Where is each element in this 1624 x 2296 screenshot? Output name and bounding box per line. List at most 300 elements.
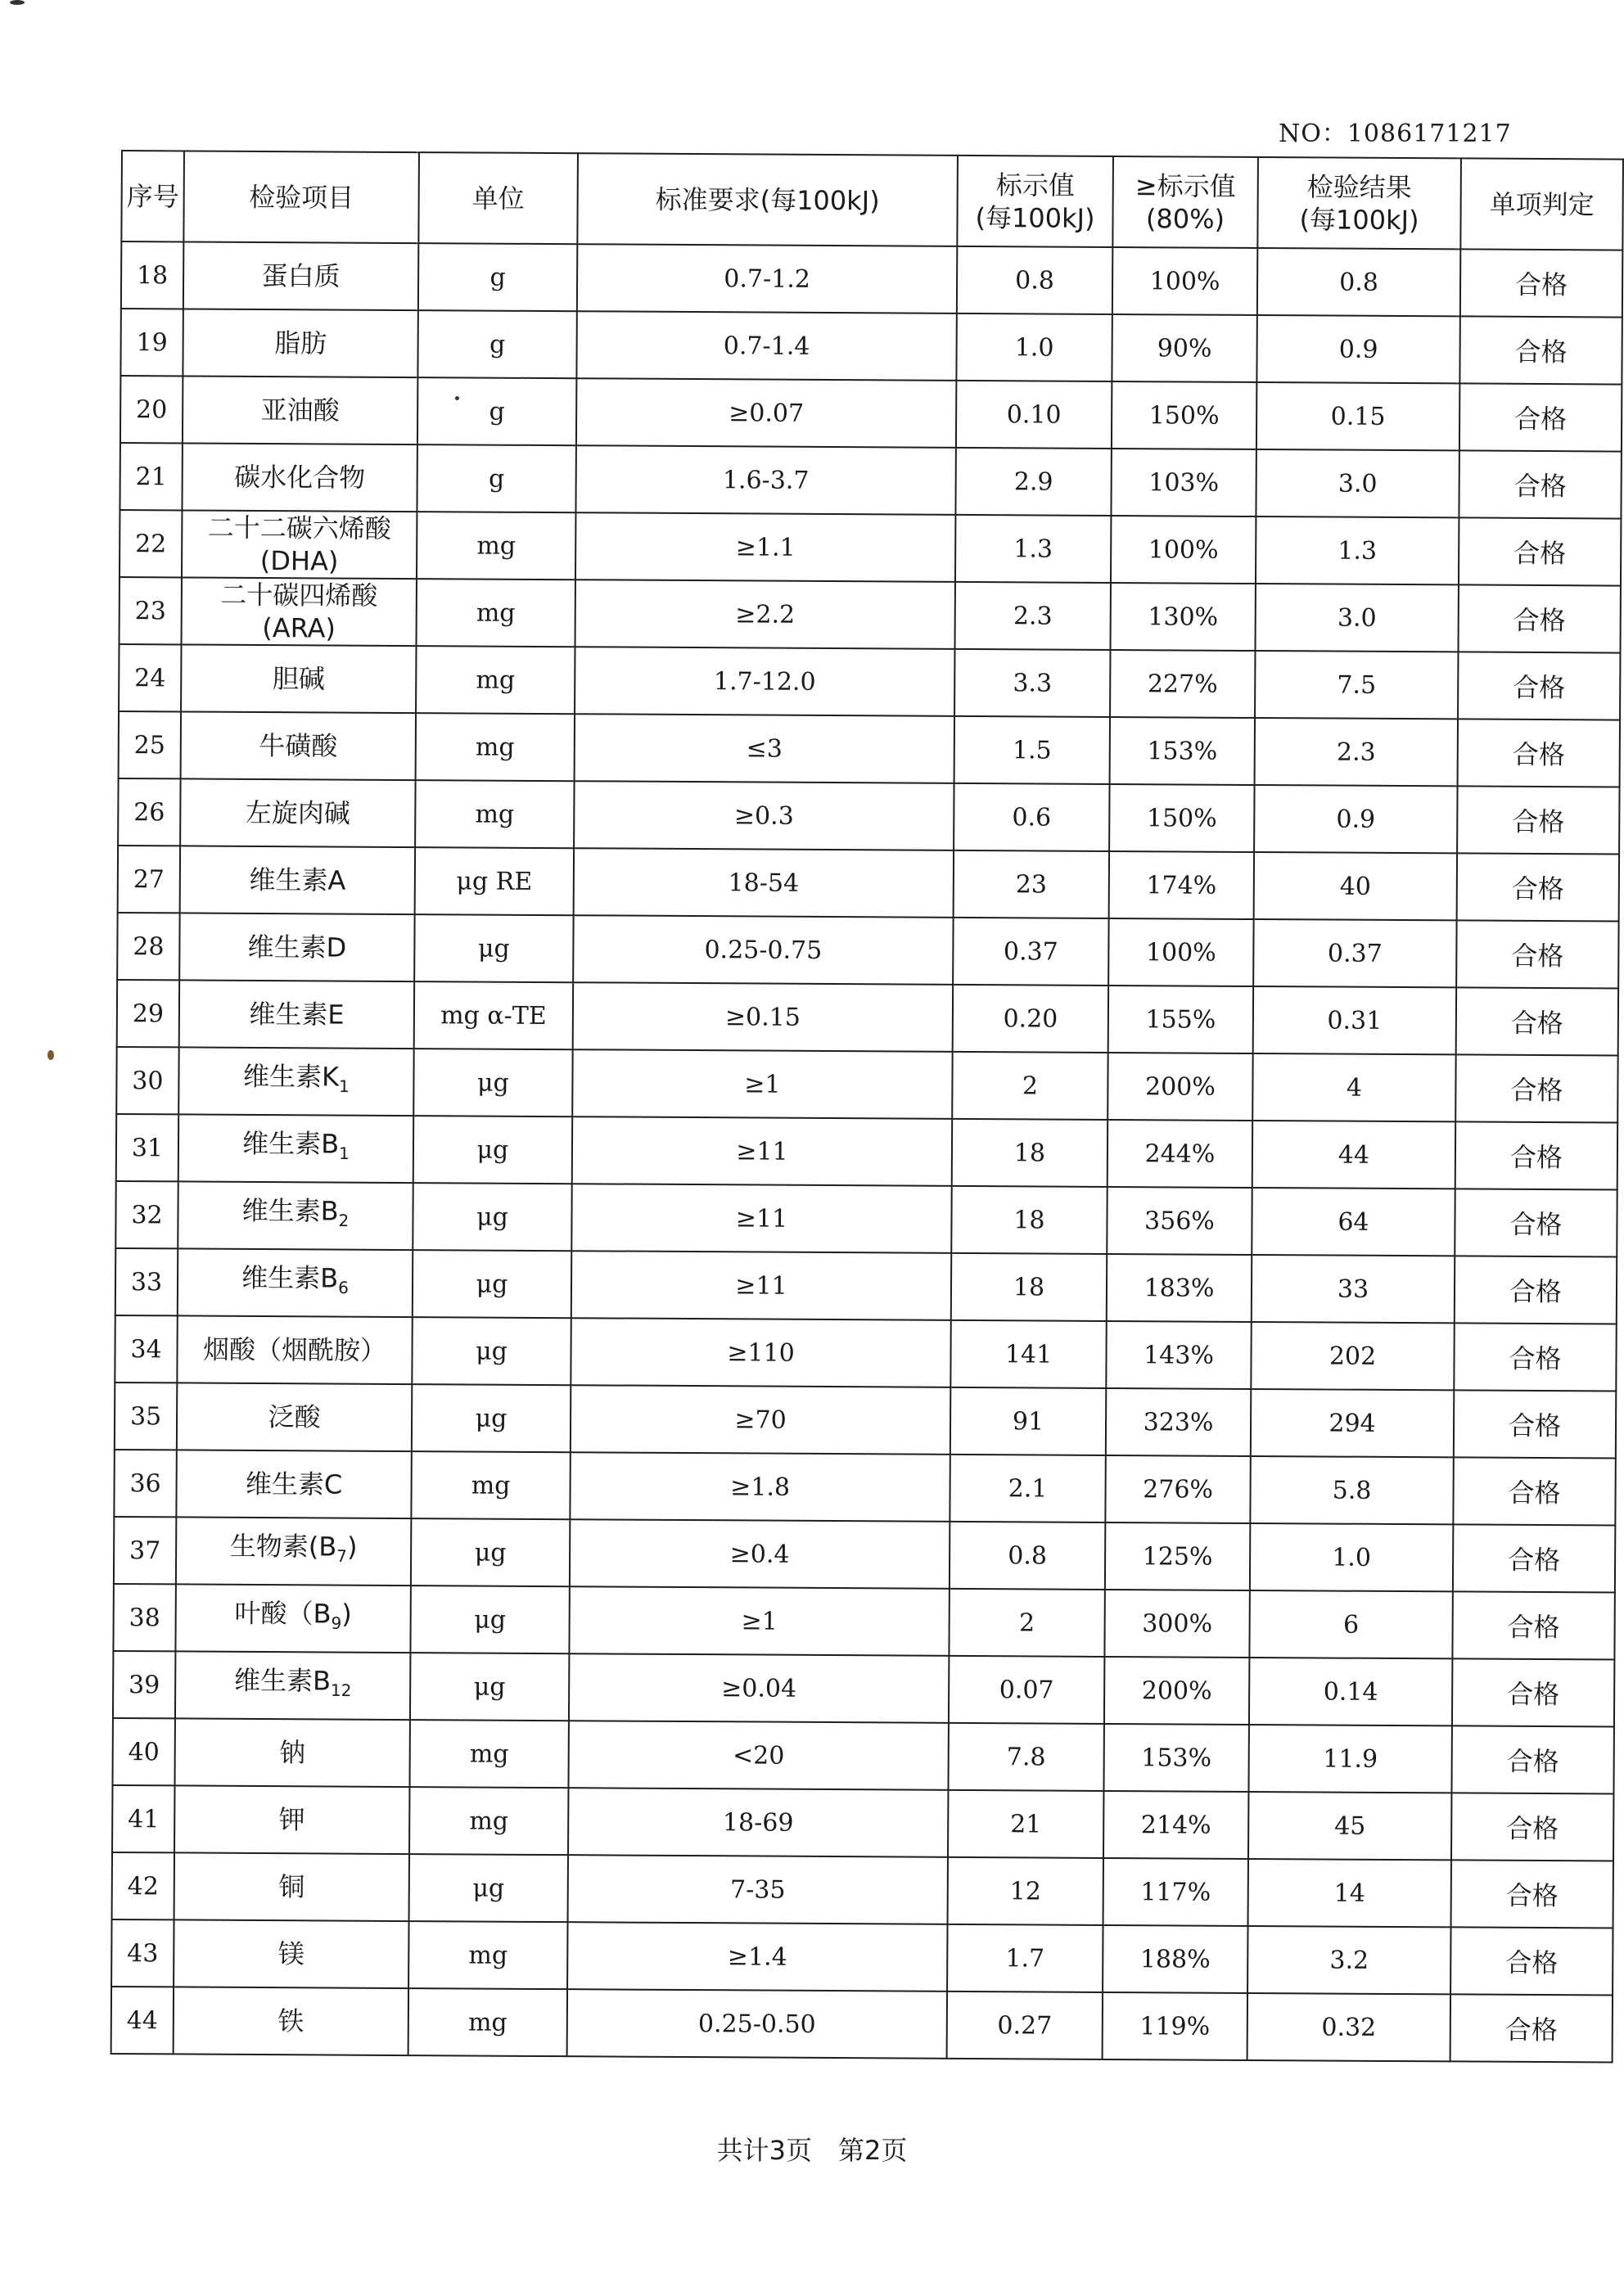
item-cell: [182, 510, 417, 579]
item-subscript: 9: [331, 1613, 342, 1634]
standard-cell: ≥1.8: [570, 1452, 950, 1522]
seq-cell: 26: [118, 778, 180, 846]
label-value-cell: 0.37: [953, 918, 1108, 986]
item-cell: [182, 577, 417, 646]
result-cell: 0.8: [1257, 248, 1460, 316]
unit-cell: μg: [410, 1586, 569, 1653]
standard-cell: ≥1: [572, 1049, 952, 1119]
seq-cell: 27: [118, 846, 180, 913]
seq-cell: 22: [120, 510, 182, 577]
standard-cell: 0.25-0.50: [567, 1989, 947, 2059]
standard-cell: ≥0.3: [574, 781, 954, 850]
table-row: [113, 1651, 1614, 1727]
standard-cell: 0.7-1.2: [577, 244, 957, 314]
seq-cell: 35: [115, 1383, 177, 1450]
label-value-cell: 2: [949, 1589, 1104, 1657]
standard-cell: 0.7-1.4: [576, 311, 956, 381]
header-standard: 标准要求(每100kJ): [577, 153, 958, 246]
item-subscript: 12: [330, 1680, 352, 1701]
seq-cell: 41: [112, 1785, 174, 1852]
percent-cell: 125%: [1105, 1522, 1250, 1590]
verdict-cell: 合格: [1457, 786, 1619, 854]
unit-cell: g: [417, 444, 575, 512]
current-page: 第2页: [838, 2135, 908, 2166]
label-value-cell: 0.6: [954, 783, 1109, 851]
result-cell: 3.2: [1247, 1926, 1450, 1994]
verdict-cell: 合格: [1451, 1725, 1613, 1793]
verdict-cell: 合格: [1450, 1927, 1613, 1995]
seq-cell: 24: [119, 644, 181, 711]
unit-cell: mg: [408, 1921, 567, 1989]
standard-cell: 1.6-3.7: [575, 445, 955, 515]
item-cell: [177, 1315, 412, 1384]
percent-cell: 119%: [1103, 1992, 1247, 2060]
item-subscript: 6: [338, 1278, 349, 1298]
item-cell: [174, 1785, 409, 1854]
unit-cell: mg: [411, 1451, 570, 1519]
header-item: 检验项目: [183, 151, 419, 243]
seq-cell: 28: [117, 913, 179, 980]
verdict-cell: 合格: [1452, 1591, 1614, 1659]
standard-cell: <20: [568, 1721, 948, 1790]
standard-cell: ≥0.15: [573, 982, 953, 1052]
inspection-results-table: [111, 150, 1624, 2064]
seq-cell: 37: [114, 1517, 176, 1584]
table-row: [113, 1584, 1614, 1660]
item-name: 维生素B: [241, 1195, 339, 1227]
percent-cell: 100%: [1112, 247, 1257, 315]
header-verdict: 单项判定: [1460, 158, 1623, 250]
table-row: [111, 1987, 1613, 2063]
item-cell: [180, 778, 415, 847]
header-unit: 单位: [418, 152, 578, 244]
result-cell: 2.3: [1255, 718, 1458, 786]
item-subscript: 1: [338, 1143, 350, 1164]
item-cell: [175, 1651, 410, 1720]
verdict-cell: 合格: [1459, 383, 1622, 451]
unit-cell: g: [417, 377, 576, 445]
verdict-cell: 合格: [1453, 1524, 1615, 1592]
table-row: [120, 510, 1621, 586]
label-value-cell: 2.3: [955, 582, 1111, 650]
verdict-cell: 合格: [1455, 1054, 1617, 1122]
standard-cell: ≥11: [572, 1116, 952, 1186]
header-percent-line2: (80%): [1145, 202, 1225, 235]
result-cell: 7.5: [1255, 651, 1458, 719]
verdict-cell: 合格: [1455, 1256, 1617, 1324]
percent-cell: 100%: [1108, 918, 1253, 986]
verdict-cell: 合格: [1456, 987, 1618, 1055]
result-cell: 44: [1252, 1121, 1455, 1189]
result-cell: 11.9: [1248, 1725, 1451, 1793]
verdict-cell: 合格: [1458, 652, 1620, 719]
standard-cell: ≥1.4: [567, 1922, 947, 1992]
percent-cell: 276%: [1105, 1455, 1250, 1523]
standard-cell: ≤3: [575, 714, 954, 783]
result-cell: 3.0: [1256, 449, 1459, 517]
seq-cell: 19: [120, 309, 183, 376]
unit-cell: mg: [417, 512, 575, 580]
percent-cell: 153%: [1110, 717, 1255, 785]
label-value-cell: 18: [951, 1253, 1107, 1321]
unit-cell: μg: [411, 1518, 570, 1586]
table-header-row: [121, 151, 1623, 250]
item-name: 镁: [277, 1938, 304, 1970]
item-cell: [174, 1919, 408, 1988]
table-row: [119, 644, 1620, 720]
item-name: 胆碱: [272, 663, 325, 695]
label-value-cell: 1.7: [947, 1924, 1103, 1992]
item-cell: [179, 913, 414, 981]
percent-cell: 130%: [1111, 583, 1256, 651]
result-cell: 202: [1251, 1322, 1454, 1390]
percent-cell: 227%: [1110, 650, 1255, 718]
percent-cell: 300%: [1104, 1590, 1249, 1658]
table-row: [115, 1383, 1616, 1459]
item-name: 二十二碳六烯酸: [207, 512, 391, 544]
table-row: [115, 1181, 1617, 1257]
verdict-cell: 合格: [1451, 1793, 1613, 1861]
label-value-cell: 141: [950, 1320, 1106, 1388]
unit-cell: mg α-TE: [414, 981, 573, 1049]
table-row: [116, 1047, 1617, 1123]
seq-cell: 36: [114, 1450, 176, 1517]
percent-cell: 117%: [1103, 1858, 1248, 1926]
label-value-cell: 2: [952, 1052, 1107, 1120]
standard-cell: ≥0.04: [569, 1653, 949, 1723]
table-row: [120, 577, 1621, 653]
scan-speck: [10, 0, 25, 5]
header-result: [1257, 157, 1461, 249]
table-row: [117, 980, 1618, 1056]
seq-cell: 43: [111, 1919, 174, 1987]
verdict-cell: 合格: [1452, 1658, 1614, 1726]
item-name: 生物素(B: [229, 1531, 337, 1563]
seq-cell: 18: [121, 241, 183, 309]
seq-cell: 23: [120, 577, 182, 644]
label-value-cell: 1.3: [955, 515, 1111, 583]
percent-cell: 90%: [1112, 314, 1256, 382]
seq-cell: 21: [120, 443, 182, 510]
percent-cell: 356%: [1107, 1187, 1252, 1255]
percent-cell: 103%: [1111, 449, 1256, 516]
seq-cell: 25: [119, 711, 181, 778]
item-subline: (DHA): [259, 544, 339, 577]
unit-cell: μg: [413, 1250, 571, 1318]
item-name: 牛磺酸: [259, 729, 338, 762]
label-value-cell: 1.5: [954, 716, 1110, 784]
unit-cell: μg: [410, 1653, 569, 1721]
label-value-cell: 23: [954, 850, 1109, 918]
item-cell: [183, 309, 417, 377]
verdict-cell: 合格: [1459, 316, 1622, 384]
label-value-cell: 0.27: [947, 1992, 1103, 2059]
label-value-cell: 2.1: [950, 1455, 1105, 1522]
percent-cell: 150%: [1109, 784, 1254, 852]
table-row: [116, 1114, 1617, 1190]
verdict-cell: 合格: [1459, 517, 1621, 585]
standard-cell: ≥11: [571, 1184, 951, 1253]
item-name: 左旋肉碱: [245, 796, 350, 829]
table-row: [120, 309, 1622, 385]
item-cell: [178, 1181, 413, 1250]
standard-cell: 18-69: [568, 1788, 948, 1857]
verdict-cell: 合格: [1454, 1323, 1616, 1391]
table-row: [119, 711, 1620, 787]
table-row: [112, 1852, 1613, 1928]
item-cell: [178, 1248, 413, 1317]
scan-speck: [455, 396, 459, 400]
label-value-cell: 0.10: [956, 381, 1112, 449]
seq-cell: 38: [113, 1584, 175, 1651]
label-value-cell: 0.20: [953, 985, 1108, 1053]
result-cell: 3.0: [1255, 584, 1458, 652]
item-name: 维生素K: [242, 1061, 340, 1093]
label-value-cell: 0.07: [949, 1656, 1104, 1724]
item-suffix: ): [346, 1531, 358, 1563]
item-cell: [183, 241, 418, 310]
item-cell: [176, 1517, 411, 1586]
item-name: 维生素B: [241, 1262, 339, 1294]
result-cell: 0.37: [1253, 919, 1456, 987]
header-label-value-line2: (每100kJ): [975, 201, 1095, 234]
table-row: [112, 1785, 1613, 1861]
verdict-cell: 合格: [1457, 853, 1619, 921]
result-cell: 0.9: [1254, 785, 1457, 853]
unit-cell: mg: [416, 713, 575, 781]
result-cell: 1.3: [1256, 516, 1459, 584]
percent-cell: 244%: [1107, 1120, 1252, 1188]
verdict-cell: 合格: [1460, 249, 1622, 317]
table-row: [120, 376, 1622, 452]
table-row: [112, 1718, 1613, 1794]
result-cell: 1.0: [1250, 1523, 1453, 1591]
label-value-cell: 12: [948, 1857, 1103, 1925]
unit-cell: μg: [412, 1317, 571, 1385]
page-footer: [0, 2130, 1624, 2167]
percent-cell: 155%: [1108, 986, 1253, 1053]
item-name: 泛酸: [268, 1401, 321, 1433]
seq-cell: 20: [120, 376, 183, 443]
item-name: 铁: [277, 2005, 304, 2037]
result-cell: 33: [1252, 1255, 1455, 1323]
seq-cell: 31: [116, 1114, 178, 1181]
result-cell: 0.14: [1249, 1658, 1452, 1725]
label-value-cell: 0.8: [950, 1522, 1105, 1590]
seq-cell: 29: [117, 980, 179, 1047]
item-name: 钾: [278, 1804, 305, 1836]
unit-cell: μg: [412, 1384, 571, 1452]
label-value-cell: 1.0: [956, 314, 1112, 381]
result-cell: 5.8: [1250, 1456, 1453, 1524]
item-subscript: 7: [336, 1546, 348, 1567]
result-cell: 0.9: [1256, 315, 1459, 383]
standard-cell: ≥110: [571, 1318, 950, 1387]
percent-cell: 188%: [1103, 1925, 1247, 1993]
percent-cell: 100%: [1111, 516, 1256, 584]
standard-cell: ≥0.4: [570, 1519, 950, 1589]
table-row: [115, 1248, 1617, 1324]
item-cell: [182, 443, 417, 512]
table-body: [111, 241, 1623, 2063]
standard-cell: 0.25-0.75: [573, 915, 953, 985]
item-cell: [178, 1047, 413, 1116]
unit-cell: mg: [417, 579, 575, 647]
standard-cell: ≥0.07: [576, 378, 956, 448]
unit-cell: mg: [415, 780, 574, 848]
percent-cell: 214%: [1103, 1791, 1248, 1859]
verdict-cell: 合格: [1453, 1457, 1615, 1525]
result-cell: 0.15: [1256, 382, 1459, 450]
unit-cell: μg: [409, 1854, 568, 1922]
verdict-cell: 合格: [1455, 1121, 1617, 1189]
result-cell: 14: [1248, 1859, 1451, 1927]
header-seq: 序号: [121, 151, 184, 241]
item-name: 叶酸（B: [234, 1598, 332, 1630]
item-cell: [181, 711, 416, 780]
header-label-value: [957, 156, 1113, 247]
unit-cell: g: [418, 243, 577, 311]
item-name: 脂肪: [274, 327, 327, 359]
item-cell: [183, 376, 417, 444]
header-percent-line1: ≥标示值: [1135, 169, 1236, 202]
item-suffix: ): [341, 1598, 352, 1630]
unit-cell: mg: [416, 646, 575, 714]
percent-cell: 200%: [1107, 1053, 1252, 1121]
result-cell: 64: [1252, 1188, 1455, 1256]
scan-speck: [47, 1050, 54, 1060]
item-cell: [178, 1114, 413, 1183]
standard-cell: 1.7-12.0: [575, 647, 954, 716]
unit-cell: μg: [414, 914, 573, 982]
item-name: 维生素B: [233, 1665, 332, 1697]
verdict-cell: 合格: [1459, 450, 1621, 518]
item-cell: [181, 644, 416, 713]
item-name: 维生素C: [245, 1468, 343, 1500]
standard-cell: ≥11: [571, 1251, 951, 1320]
item-cell: [180, 846, 415, 914]
standard-cell: 18-54: [574, 848, 954, 918]
seq-cell: 44: [111, 1987, 174, 2054]
item-name: 铜: [278, 1871, 305, 1903]
verdict-cell: 合格: [1450, 1994, 1613, 2062]
item-name: 维生素E: [249, 998, 345, 1031]
seq-cell: 42: [112, 1852, 174, 1919]
standard-cell: ≥70: [571, 1385, 950, 1455]
item-name: 烟酸（烟酰胺）: [202, 1333, 387, 1366]
unit-cell: μg: [413, 1049, 572, 1116]
unit-cell: μg: [413, 1183, 571, 1251]
table-row: [115, 1315, 1616, 1392]
item-name: 碳水化合物: [234, 461, 366, 494]
seq-cell: 34: [115, 1315, 177, 1383]
unit-cell: mg: [409, 1720, 568, 1788]
label-value-cell: 2.9: [955, 448, 1111, 516]
table-row: [114, 1517, 1615, 1593]
item-name: 维生素A: [249, 864, 346, 896]
unit-cell: μg RE: [415, 847, 574, 915]
table-row: [121, 241, 1622, 318]
percent-cell: 183%: [1107, 1254, 1252, 1322]
result-cell: 40: [1254, 852, 1457, 920]
verdict-cell: 合格: [1458, 719, 1620, 787]
unit-cell: mg: [409, 1787, 568, 1855]
verdict-cell: 合格: [1456, 920, 1618, 988]
table-row: [118, 778, 1619, 855]
item-subscript: 1: [338, 1076, 350, 1097]
unit-cell: g: [417, 310, 576, 378]
seq-cell: 30: [116, 1047, 178, 1114]
header-result-line2: (每100kJ): [1299, 203, 1419, 236]
item-cell: [174, 1718, 409, 1787]
percent-cell: 200%: [1104, 1657, 1249, 1725]
item-cell: [176, 1450, 411, 1518]
seq-cell: 40: [112, 1718, 174, 1785]
item-cell: [174, 1987, 408, 2055]
label-value-cell: 0.8: [957, 246, 1112, 314]
table-row: [114, 1450, 1615, 1526]
percent-cell: 150%: [1112, 381, 1256, 449]
item-name: 二十碳四烯酸(ARA): [220, 579, 378, 644]
document-number: NO：1086171217: [1279, 120, 1512, 148]
item-name: 蛋白质: [261, 259, 341, 292]
label-value-cell: 18: [951, 1186, 1107, 1254]
result-cell: 6: [1249, 1590, 1452, 1658]
result-cell: 45: [1248, 1792, 1451, 1860]
verdict-cell: 合格: [1454, 1390, 1616, 1458]
item-name: 维生素B: [242, 1128, 340, 1160]
label-value-cell: 21: [948, 1790, 1103, 1858]
result-cell: 0.32: [1247, 1993, 1450, 2061]
table-row: [111, 1919, 1613, 1996]
item-cell: [174, 1852, 409, 1921]
header-percent: [1112, 156, 1258, 248]
standard-cell: ≥2.2: [575, 580, 955, 649]
percent-cell: 153%: [1103, 1724, 1248, 1792]
header-label-value-line1: 标示值: [995, 169, 1075, 201]
item-name: 亚油酸: [260, 394, 340, 426]
label-value-cell: 18: [952, 1119, 1107, 1187]
percent-cell: 143%: [1106, 1321, 1251, 1389]
standard-cell: ≥1: [569, 1586, 949, 1656]
seq-cell: 32: [115, 1181, 178, 1248]
verdict-cell: 合格: [1458, 584, 1620, 652]
item-name: 钠: [279, 1737, 306, 1769]
label-value-cell: 7.8: [948, 1723, 1103, 1791]
percent-cell: 323%: [1106, 1388, 1251, 1456]
header-result-line1: 检验结果: [1306, 170, 1412, 203]
verdict-cell: 合格: [1451, 1860, 1613, 1928]
item-cell: [175, 1584, 410, 1653]
verdict-cell: 合格: [1455, 1189, 1617, 1256]
unit-cell: μg: [413, 1116, 572, 1184]
standard-cell: ≥1.1: [575, 512, 955, 582]
unit-cell: mg: [408, 1988, 567, 2056]
result-cell: 0.31: [1253, 986, 1456, 1054]
table-row: [118, 846, 1619, 922]
seq-cell: 33: [115, 1248, 178, 1315]
total-pages: 共计3页: [716, 2135, 812, 2166]
item-name: 维生素D: [247, 931, 347, 963]
item-subscript: 2: [338, 1211, 350, 1231]
item-cell: [179, 980, 414, 1049]
standard-cell: 7-35: [568, 1855, 948, 1924]
item-cell: [177, 1383, 412, 1451]
seq-cell: 39: [113, 1651, 175, 1718]
percent-cell: 174%: [1109, 851, 1254, 919]
label-value-cell: 91: [950, 1387, 1106, 1455]
label-value-cell: 3.3: [954, 649, 1110, 717]
